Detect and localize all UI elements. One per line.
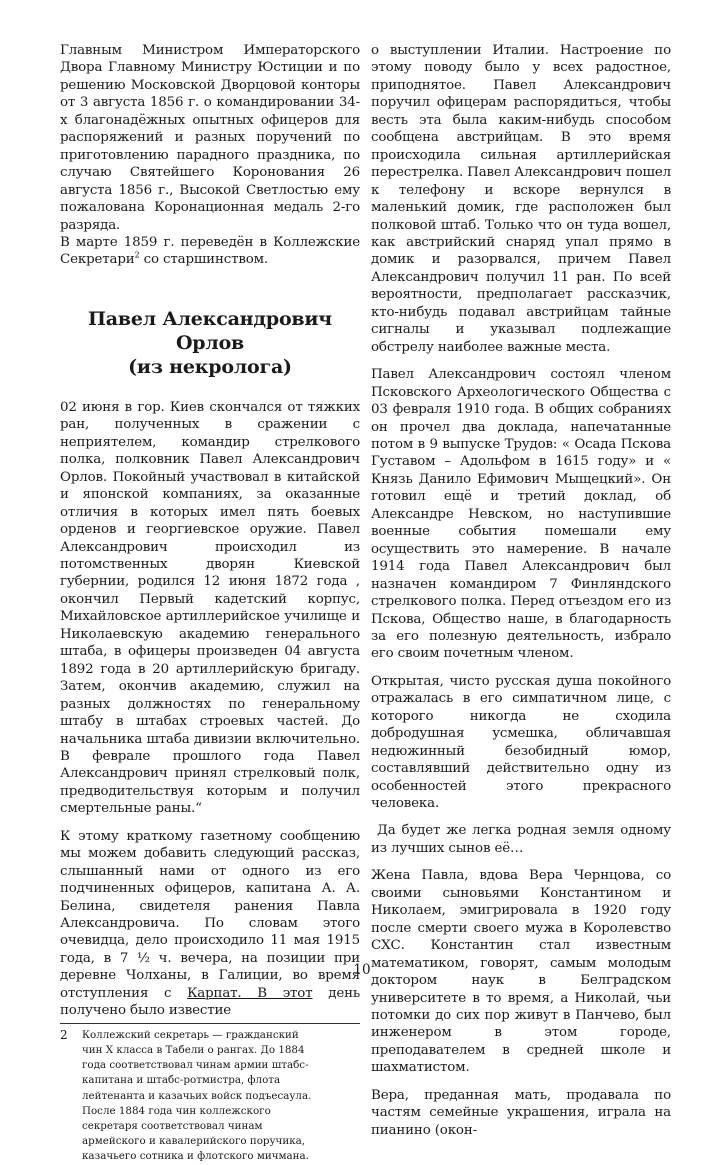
left-column [60, 42, 360, 1165]
story-text: К этому краткому газетному сообщению мы можем добавить следующий рассказ, слышанный нами от одного из его подчиненных офицеров, капитана А. А. Белина, свидетеля ранения Павла Александровича. По словам этого очевидца, дело происходило 11 мая 1915 года, в 7 ½ ч. вечера, на позиции при деревне Чолханы, в Галиции, во время отступления с [60, 828, 360, 1001]
character-paragraph: Открытая, чисто русская душа покойного отражалась в его симпатичном лице, с которого никогда не сходила добродушная усмешка, обличавшая недюжинный безобидный юмор, составлявший действительно одну из особенностей этого прекрасного человека. [371, 673, 671, 812]
farewell-paragraph: Да будет же легка родная земля одному из лучших сынов её… [371, 823, 671, 856]
heading-name: Павел Александрович Орлов [87, 307, 333, 354]
footnote [60, 1028, 360, 1165]
section-heading [60, 307, 360, 379]
family-paragraph: Жена Павла, вдова Вера Чернцова, со своими сыновьями Константином и Николаем, эмигрировала в 1920 году после смерти своего мужа в Королевство СХС. Константин стал известным математиком, говорят, самым молодым доктором наук в Белградском университете в то время, а Николай, чьи потомки до сих пор живут в Панчево, был инженером в этом городе, преподавателем в средней школе и шахматистом. [371, 868, 671, 1076]
battle-paragraph: о выступлении Италии. Настроение по этому поводу было у всех радостное, приподнятое. Павел Александрович поручил офицерам распорядиться, чтобы весть эта была каким-нибудь способом сообщена австрийцам. В это время происходила сильная артиллерийская перестрелка. Павел Александрович пошел к телефону и вскоре вернулся в маленький домик, где расположен был полковой штаб. Только что он туда вошел, как австрийский снаряд упал прямо в домик и разорвался, причем Павел Александрович получил 11 ран. По всей вероятности, предполагает рассказчик, кто-нибудь подавал австрийцам тайные сигналы и указывал подлежащие обстрелу наиболее важные места. [371, 43, 671, 355]
footnote-reference: 2 [134, 250, 140, 260]
transfer-tail: со старшинством. [139, 252, 268, 268]
story-tail: день получено было известие [60, 985, 361, 1019]
award-paragraph: Главным Министром Императорского Двора Главному Министру Юстиции и по решению Московской Дворцовой конторы от 3 августа 1856 г. о командировании 34-х благонадёжных опытных офицеров для распоряжений и разных поручений по приготовлению парадного праздника, по случаю Святейшего Коронования 26 августа 1856 г., Высокой Светлостью ему пожалована Коронационная медаль 2-го разряда. [60, 43, 360, 233]
story-paragraph [60, 828, 360, 1020]
transfer-text: В марте 1859 г. переведён в Коллежские Секретари [60, 234, 360, 268]
page-number: 10 [353, 962, 371, 978]
obituary-paragraph: 02 июня в гор. Киев скончался от тяжких ран, полученных в сражении с неприятелем, командир стрелкового полка, полковник Павел Александрович Орлов. Покойный участвовал в китайской и японской компаниях, за оказанные отличия в которых имел пять боевых орденов и георгиевское оружие. Павел Александрович происходил из потомственных дворян Киевской губернии, родился 12 июня 1872 года , окончил Первый кадетский корпус, Михайловское артиллерийское училище и Николаевскую академию генерального штаба, в офицеры произведен 04 августа 1892 года в 20 артиллерийскую бригаду. Затем, окончив академию, служил на разных должностях по генеральному штабу в штабах строевых частей. До начальника штаба дивизии включительно. В феврале прошлого года Павел Александрович принял стрелковый полк, предводительствуя которым и получил смертельные раны.“ [60, 399, 360, 817]
transfer-paragraph [60, 234, 360, 269]
mother-paragraph: Вера, преданная мать, продавала по частям семейные украшения, играла на пианино (окон- [371, 1087, 671, 1138]
underlined-text: Карпат. В этот [187, 985, 313, 1001]
footnote-text: Коллежский секретарь — гражданский чин X класса в Табели о рангах. До 1884 года соответствовал чинам армии штабс-капитана и штабс-ротмистра, флота лейтенанта и казачьих войск подъесаула. После 1884 года чин коллежского секретаря соответствовал чинам армейского и кавалерийского поручика, казачьего сотника и флотского мичмана. [82, 1028, 312, 1163]
society-paragraph: Павел Александрович состоял членом Псковского Археологического Общества с 03 февраля 1910 года. В общих собраниях он прочел два доклада, напечатанные потом в 9 выпуске Трудов: « Осада Пскова Густавом – Адольфом в 1615 году» и « Князь Данило Ефимович Мыщецкий». Он готовил ещё и третий доклад, об Александре Невском, но наступившие военные события помешали ему осуществить это намерение. В начале 1914 года Павел Александрович был назначен командиром 7 Финляндского стрелкового полка. Перед отъездом его из Пскова, Общество наше, в благодарность за его полезную деятельность, избрало его своим почетным членом. [371, 367, 671, 662]
footnote-number: 2 [60, 1027, 68, 1042]
heading-subtitle: (из некролога) [128, 355, 292, 378]
